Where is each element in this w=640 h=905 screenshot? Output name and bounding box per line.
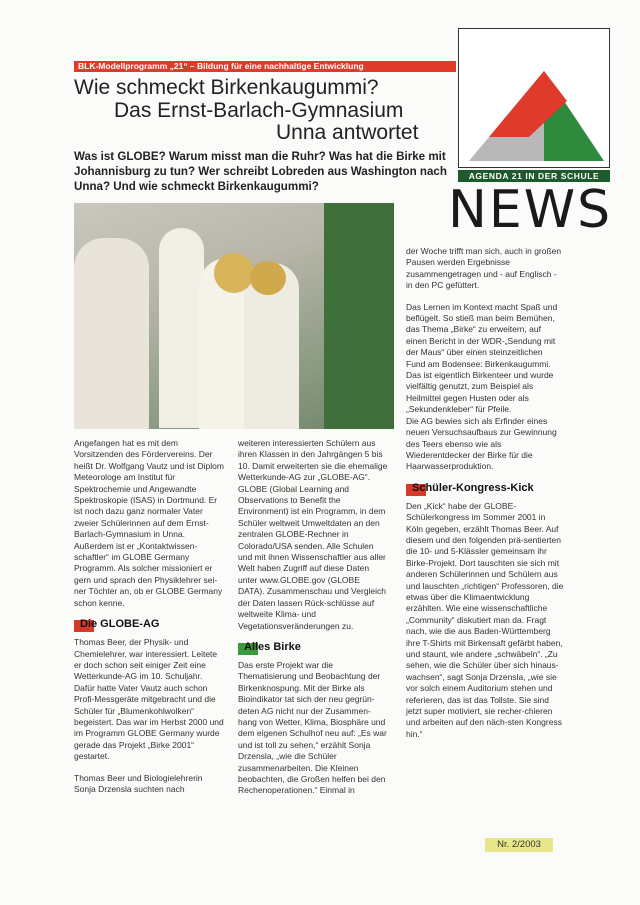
- subheading-text: Die GLOBE-AG: [80, 618, 160, 631]
- paragraph: Den „Kick“ habe der GLOBE-Schülerkongress im Sommer 2001 in Köln gegeben, erzählt Thomas Beer. Auf diesem und den folgenden prä-sentierten die 10- und 5-Klässler gemeinsam ihr Birke-Projekt. Dort tauschten sie sich mit anderen Schülerinnen und Schülern aus und lauschten „richtigen“ Professoren, die etwas über die Klimaentwicklung erzählten. Wie eine wissenschaftliche „Community“ diskutiert man da. Fragt nach, wie die aus Baden-Württemberg ihre T-Shirts mit Birkensaft gefärbt haben, und staunt, wie andere „schwäbeln“. „Zu sehen, wie die Schüler über sich hinaus-wachsen“, sagt Sonja Drzensla, „wie sie vor solch einem Auditorium stehen und referieren, das ist das Tollste. Sie sind jetzt super motiviert, sie recher-chieren und arbeiten auf den näch-sten Kongress hin.“: [406, 500, 564, 739]
- photo-student: [159, 228, 204, 428]
- agenda21-band: AGENDA 21 IN DER SCHULE: [458, 170, 610, 182]
- paragraph: Angefangen hat es mit dem Vorsitzenden des Fördervereins. Der heißt Dr. Wolfgang Vautz und ist Diplom Meteorologe am Institut für Spektrochemie und Angewandte Spektroskopie (ISAS) in Dortmund. Er ist noch dazu ganz normaler Vater zweier Schülerinnen auf dem Ernst-Barlach-Gymnasium in Unna. Außerdem ist er „Kontaktwissen-schaftler“ im GLOBE Germany Programm. Als solcher missioniert er gern und sprach den Physiklehrer sei-ner Töchter an, ob er GLOBE Germany schon kenne.: [74, 438, 224, 608]
- headline-line-1: Wie schmeckt Birkenkaugummi?: [74, 76, 379, 99]
- news-wordmark: NEWS: [448, 180, 613, 240]
- headline-line-2: Das Ernst-Barlach-Gymnasium: [114, 99, 404, 122]
- issue-number: Nr. 2/2003: [485, 838, 553, 852]
- agenda21-logo: [458, 28, 610, 168]
- photo-student-head: [214, 253, 254, 293]
- subheading-text: Schüler-Kongress-Kick: [412, 482, 534, 495]
- subheading-text: Alles Birke: [244, 641, 301, 654]
- headline-line-3: Unna antwortet: [276, 121, 419, 144]
- photo-poster-board: [324, 203, 394, 429]
- paragraph: Das Lernen im Kontext macht Spaß und beflügelt. So stieß man beim Bemühen, das Thema „Birke“ zu erweitern, auf einen Bericht in der WDR-„Sendung mit der Maus“ über einen steinzeitlichen Fund am Bodensee: Birkenkaugummi. Das ist eigentlich Birkenteer und wurde vielfältig genutzt, zum Beispiel als Heilmittel gegen Husten oder als „Sekundenkleber“ für Pfeile. Die AG bewies sich als Erfinder eines neuen Versuchsaufbaus zur Gewinnung des Teers ebenso wie als Wiederentdecker der Birke für die Haarwasserproduktion.: [406, 301, 558, 472]
- subheading-alles-birke: [238, 642, 388, 654]
- column-3: [406, 246, 564, 750]
- program-banner: BLK-Modellprogramm „21“ – Bildung für eine nachhaltige Entwicklung: [74, 61, 456, 72]
- paragraph: Thomas Beer, der Physik- und Chemielehrer, war interessiert. Leitete er doch schon seit einiger Zeit eine Wetterkunde-AG im 10. Schuljahr. Dafür hatte Vater Vautz auch schon Profi-Messgeräte mitgebracht und die Schüler für „Blumenkohlwolken“ begeistert. Das war im Herbst 2000 und im Programm GLOBE Germany wurde gerade das Projekt „Birke 2001“ gestartet.: [74, 637, 224, 762]
- paragraph: Thomas Beer und Biologielehrerin Sonja Drzensla suchten nach: [74, 772, 203, 794]
- lead-paragraph: Was ist GLOBE? Warum misst man die Ruhr? Was hat die Birke mit Johannisburg zu tun? Wer schreibt Lobreden aus Washington nach Unna? Und wie schmeckt Birkenkaugummi?: [74, 150, 447, 193]
- paragraph: weiteren interessierten Schülern aus ihren Klassen in den Jahrgängen 5 bis 10. Damit erweiterten sie die ehemalige Wetterkunde-AG zur „GLOBE-AG“. GLOBE (Global Learning and Observations to Benefit the Environment) ist ein Programm, in dem Schüler weltweit Umweltdaten an den zentralen GLOBE-Rechner in Colorado/USA senden. Alle Schulen und mit ihnen Wissenschaftler aus aller Welt haben Zugriff auf diese Daten unter www.GLOBE.gov (GLOBE DATA). Zusammenschau und Vergleich der Daten lassen Rück-schlüsse auf weltweite Klima- und Vegetationsveränderungen zu.: [238, 438, 388, 631]
- photo-teacher: [74, 238, 149, 429]
- students-photo: [74, 203, 394, 429]
- subheading-globe-ag: [74, 619, 224, 631]
- paragraph: der Woche trifft man sich, auch in großen Pausen werden Ergebnisse zusammengetragen und - auf Englisch - in den PC gefüttert.: [406, 246, 562, 291]
- column-2: [238, 438, 388, 807]
- paragraph: Das erste Projekt war die Thematisierung und Beobachtung der Birkenknospung. Mit der Birke als Bioindikator tat sich der neu gegrün-deten AG nicht nur der Zusammen-hang von Wetter, Klima, Biosphäre und dem eigenen Schulhof neu auf: „Es war und ist toll zu sehen,“ erzählt Sonja Drzensla, „wie die Schüler zusammenarbeiten. Die Kleinen beobachten, die Großen helfen bei den Rechenoperationen.“ Einmal in: [238, 659, 387, 796]
- triangle-logo-icon: [459, 29, 609, 167]
- column-1: [74, 438, 224, 805]
- subheading-kongress-kick: [406, 483, 564, 495]
- photo-student-head: [250, 261, 286, 295]
